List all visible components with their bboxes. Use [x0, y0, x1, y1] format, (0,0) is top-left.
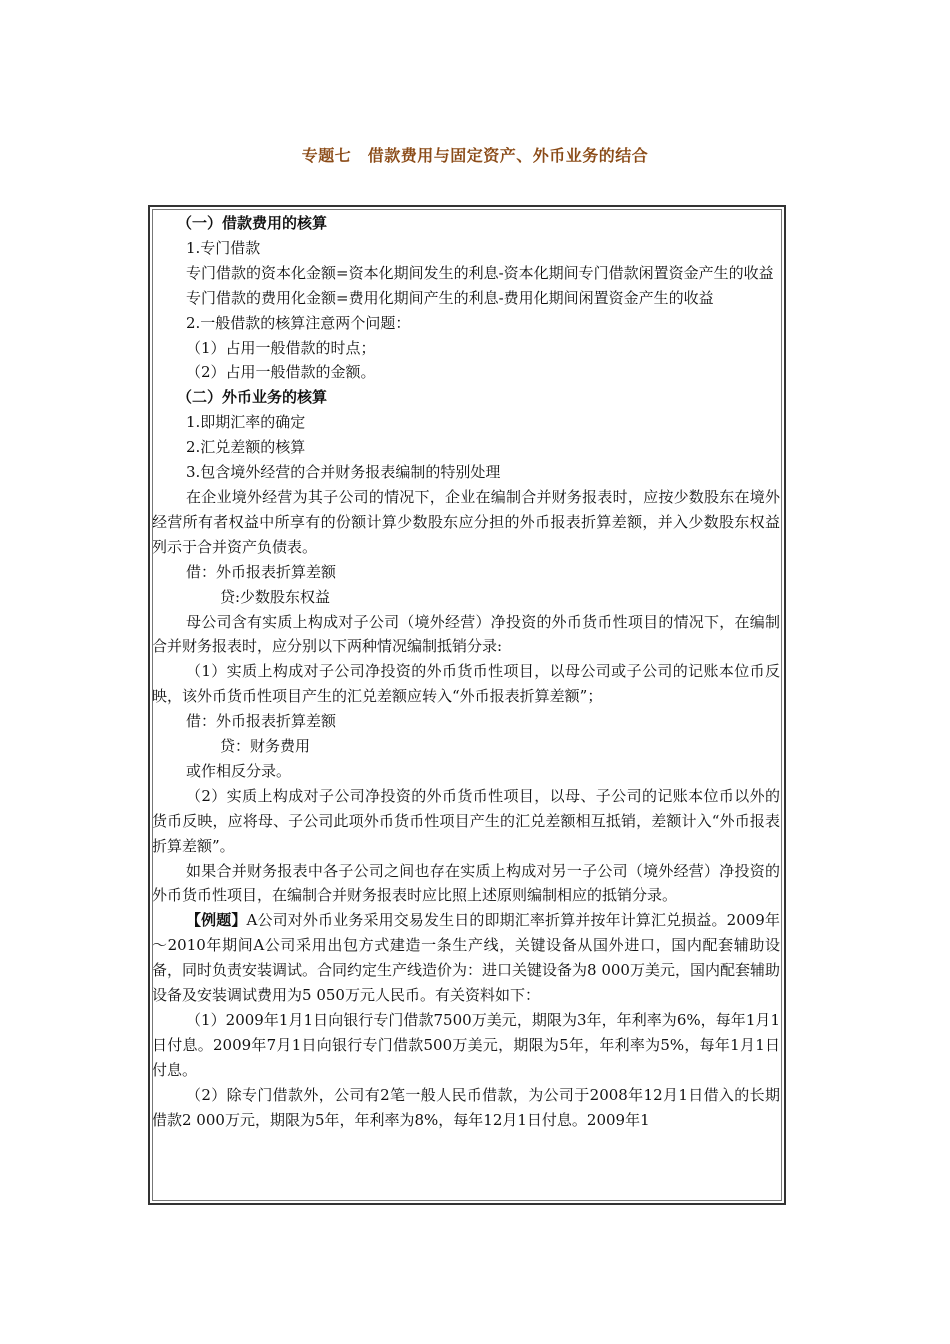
paragraph: （1）实质上构成对子公司净投资的外币货币性项目，以母公司或子公司的记账本位币反映，该外币货币性项目产生的汇兑差额应转入“外币报表折算差额”；: [152, 662, 780, 706]
example-text: A公司对外币业务采用交易发生日的即期汇率折算并按年计算汇兑损益。2009年～2010年期间A公司采用出包方式建造一条生产线，关键设备从国外进口，国内配套辅助设备，同时负责安装调试。合同约定生产线造价为：进口关键设备为8 000万美元，国内配套辅助设备及安装调试费用为5 050万元人民币。有关资料如下：: [152, 911, 780, 1005]
paragraph: （1）占用一般借款的时点；: [186, 338, 376, 357]
paragraph: 在企业境外经营为其子公司的情况下，企业在编制合并财务报表时，应按少数股东在境外经营所有者权益中所享有的份额计算少数股东应分担的外币报表折算差额，并入少数股东权益列示于合并资产负债表。: [152, 487, 780, 556]
paragraph: 母公司含有实质上构成对子公司（境外经营）净投资的外币货币性项目的情况下，在编制合并财务报表时，应分别以下两种情况编制抵销分录:: [152, 612, 780, 656]
page-title: 专题七 借款费用与固定资产、外币业务的结合: [301, 146, 649, 165]
content-box-inner-border: [152, 209, 782, 1201]
content-box: [148, 205, 786, 1205]
paragraph: 2.一般借款的核算注意两个问题：: [186, 313, 411, 332]
journal-entry-debit: 借：外币报表折算差额: [186, 712, 337, 731]
paragraph: 如果合并财务报表中各子公司之间也存在实质上构成对另一子公司（境外经营）净投资的外币货币性项目，在编制合并财务报表时应比照上述原则编制相应的抵销分录。: [152, 861, 780, 905]
section-heading-foreign-currency: （二）外币业务的核算: [177, 388, 328, 407]
paragraph: 或作相反分录。: [186, 761, 292, 780]
paragraph: （2）除专门借款外，公司有2笔一般人民币借款，为公司于2008年12月1日借入的长期借款2 000万元，期限为5年，年利率为8%，每年12月1日付息。2009年1: [152, 1085, 780, 1129]
paragraph: 2.汇兑差额的核算: [186, 438, 306, 457]
paragraph: （2）实质上构成对子公司净投资的外币货币性项目，以母、子公司的记账本位币以外的货币反映，应将母、子公司此项外币货币性项目产生的汇兑差额相互抵销，差额计入“外币报表折算差额”。: [152, 786, 780, 855]
paragraph: 1.专门借款: [186, 238, 261, 257]
paragraph: 1.即期汇率的确定: [186, 413, 306, 432]
example-label: 【例题】: [186, 911, 247, 930]
journal-entry-credit: 贷:少数股东权益: [220, 587, 331, 606]
paragraph: 专门借款的资本化金额=资本化期间发生的利息-资本化期间专门借款闲置资金产生的收益: [186, 263, 774, 282]
paragraph: （1）2009年1月1日向银行专门借款7500万美元，期限为3年，年利率为6%，每年1月1日付息。2009年7月1日向银行专门借款500万美元，期限为5年，年利率为5%，每年1月1日付息。: [152, 1011, 780, 1079]
section-heading-borrowing-costs: （一）借款费用的核算: [177, 214, 328, 232]
paragraph: 3.包含境外经营的合并财务报表编制的特别处理: [186, 463, 501, 482]
journal-entry-debit: 借：外币报表折算差额: [186, 562, 337, 581]
paragraph: 专门借款的费用化金额=费用化期间产生的利息-费用化期间闲置资金产生的收益: [186, 288, 714, 307]
journal-entry-credit: 贷：财务费用: [220, 737, 311, 756]
paragraph: （2）占用一般借款的金额。: [186, 363, 376, 382]
